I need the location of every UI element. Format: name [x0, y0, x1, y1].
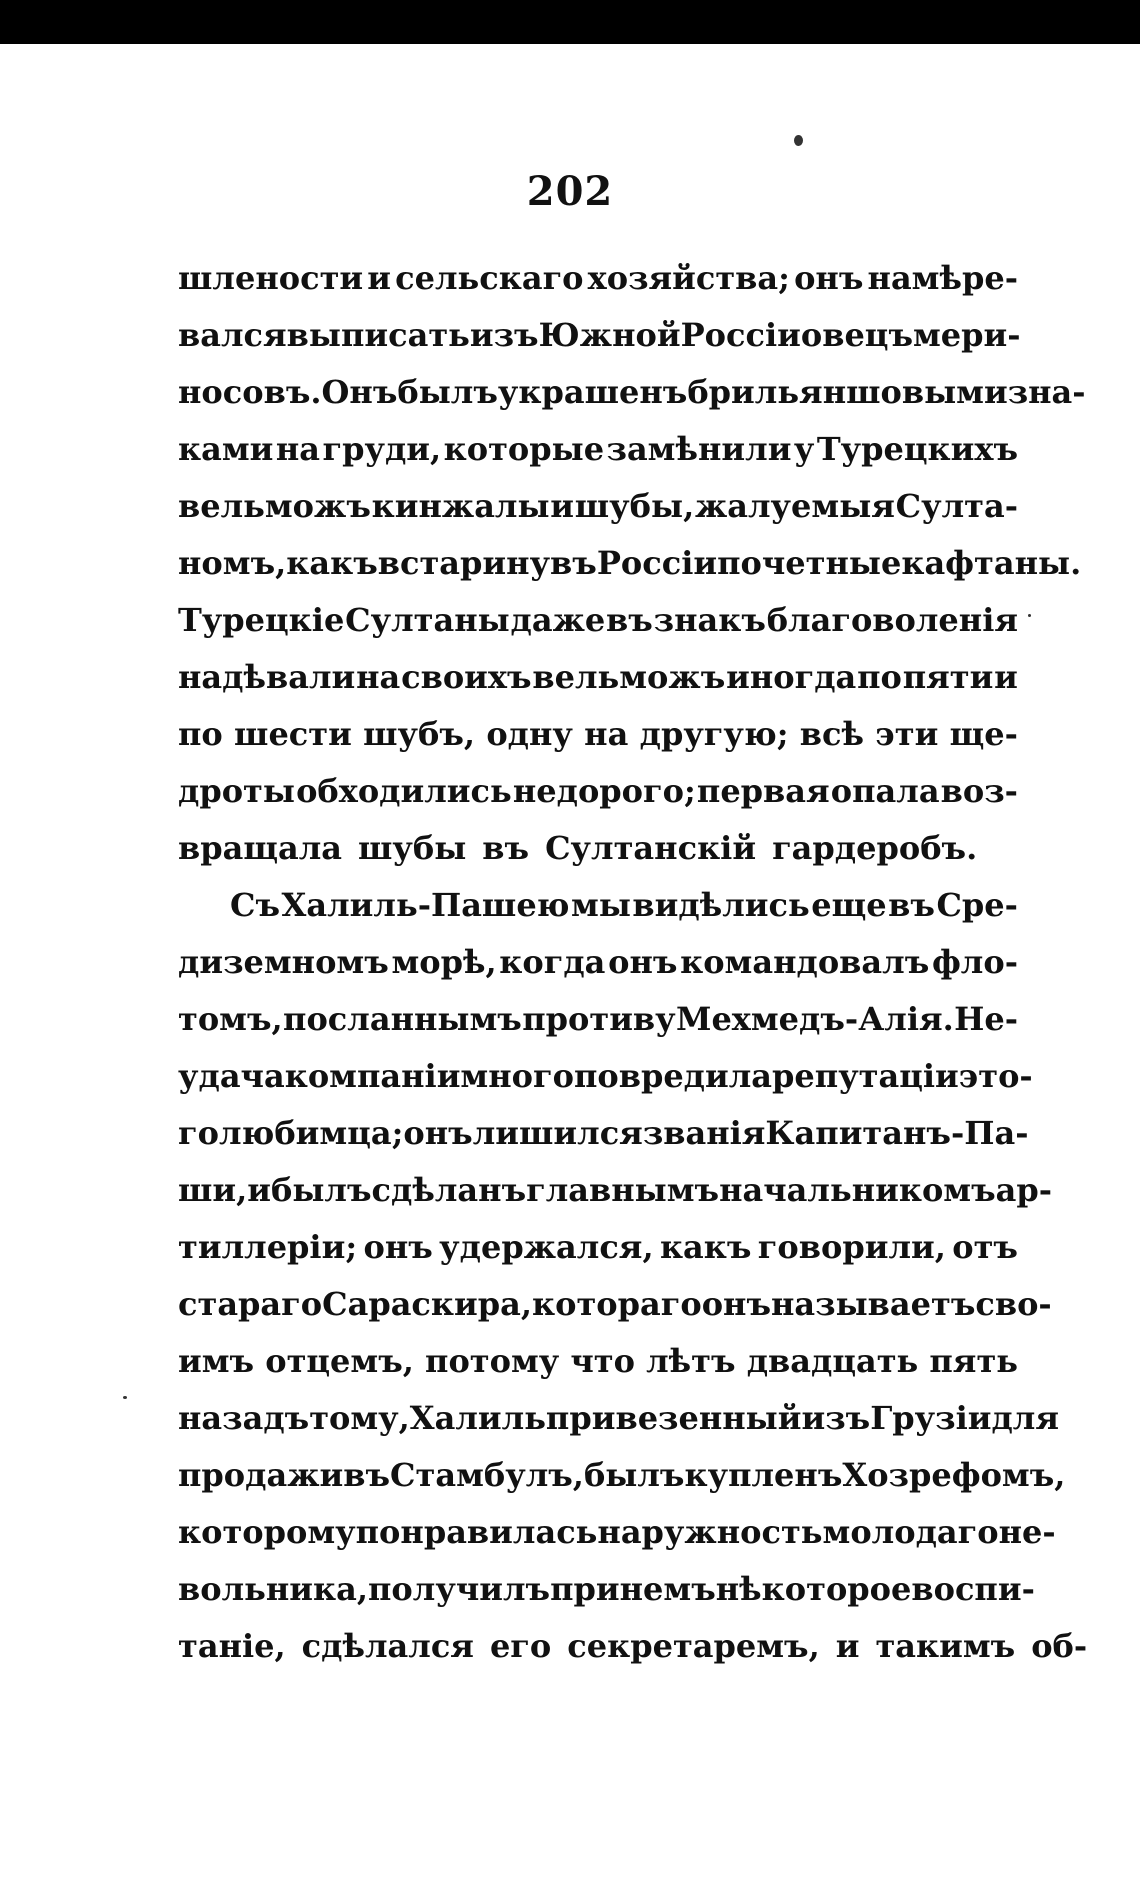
word: дроты	[178, 772, 295, 810]
word: по	[178, 715, 223, 753]
text-line	[178, 706, 1018, 763]
word: былъ	[583, 1456, 685, 1494]
word: Россіи	[596, 544, 718, 582]
word: мери-	[912, 316, 1021, 354]
word: жалуемыя	[694, 487, 895, 525]
word: еще	[811, 886, 887, 924]
text-line	[178, 1219, 1018, 1276]
word: имъ	[178, 1342, 255, 1380]
word: изъ	[469, 316, 539, 354]
word: много	[460, 1057, 574, 1095]
word: диземномъ	[178, 943, 389, 981]
word: намѣре-	[867, 259, 1018, 297]
word: кинжалы	[371, 487, 550, 525]
word: молодаго	[822, 1513, 999, 1551]
word: Онъ	[321, 373, 398, 411]
text-line	[178, 877, 1018, 934]
word: мы	[571, 886, 631, 924]
text-line	[178, 1618, 1088, 1675]
word: въ	[606, 601, 653, 639]
page-text-block	[178, 250, 1088, 1675]
word: онъ	[701, 1285, 771, 1323]
text-line	[178, 307, 1021, 364]
word: видѣлись	[632, 886, 810, 924]
word: вельможъ	[532, 658, 726, 696]
word: шести	[234, 715, 352, 753]
word: при	[550, 1570, 620, 1608]
word: компаніи	[284, 1057, 461, 1095]
word: Султанскій	[545, 829, 757, 867]
text-line	[178, 991, 1018, 1048]
word: удержался,	[439, 1228, 654, 1266]
word: когда	[499, 943, 606, 981]
word: всѣ	[799, 715, 865, 753]
word: надѣвали	[178, 658, 356, 696]
word: Капитанъ-Па-	[765, 1114, 1029, 1152]
word: брильяншовыми	[687, 373, 1008, 411]
word: что	[570, 1342, 635, 1380]
word: въ	[888, 886, 935, 924]
word: номъ,	[178, 544, 287, 582]
text-line	[178, 1162, 1053, 1219]
word: пять	[929, 1342, 1018, 1380]
word: первая	[696, 772, 830, 810]
word: званія	[642, 1114, 766, 1152]
text-line	[178, 1447, 1066, 1504]
word: которому	[178, 1513, 356, 1551]
word: шубы	[358, 829, 467, 867]
word: иногда	[726, 658, 857, 696]
word: Съ	[230, 886, 281, 924]
word: тому,	[309, 1399, 410, 1437]
text-line	[178, 364, 1086, 421]
word: Мехмедъ-Алія.	[676, 1000, 954, 1038]
word: отъ	[952, 1228, 1018, 1266]
word: по	[857, 658, 902, 696]
word: Халиль	[409, 1399, 546, 1437]
text-line	[178, 1504, 1056, 1561]
word: одну	[486, 715, 573, 753]
word: такимъ	[875, 1627, 1016, 1665]
word: понравилась	[355, 1513, 598, 1551]
word: Султаны	[345, 601, 510, 639]
word: главнымъ	[526, 1171, 720, 1209]
text-line	[178, 535, 1082, 592]
word: Южной	[538, 316, 681, 354]
text-line	[178, 1276, 1052, 1333]
word: знакъ	[653, 601, 766, 639]
word: нѣкоторое	[715, 1570, 912, 1608]
word: и	[994, 658, 1018, 696]
word: лѣтъ	[646, 1342, 736, 1380]
page-top-edge	[0, 0, 1140, 44]
page-number: 202	[526, 168, 614, 215]
word: какъ	[659, 1228, 752, 1266]
word: зна-	[1007, 373, 1086, 411]
word: Сре-	[936, 886, 1018, 924]
text-line	[178, 1333, 1018, 1390]
word: ще-	[949, 715, 1018, 753]
word: для	[991, 1399, 1059, 1437]
word: въ	[550, 544, 597, 582]
word: привезенный	[545, 1399, 802, 1437]
word: го	[178, 1114, 219, 1152]
text-line	[178, 1390, 1059, 1447]
word: сельскаго	[395, 259, 584, 297]
word: томъ,	[178, 1000, 283, 1038]
text-line	[178, 421, 1018, 478]
word: вался	[178, 316, 287, 354]
word: ками	[178, 430, 274, 468]
word: ар-	[995, 1171, 1053, 1209]
word: говорили,	[757, 1228, 946, 1266]
word: въ	[343, 1456, 391, 1494]
word: кафтаны.	[901, 544, 1082, 582]
word: своихъ	[401, 658, 532, 696]
word: Халиль-Пашею	[281, 886, 570, 924]
word: тиллеріи;	[178, 1228, 358, 1266]
word: Хозрефомъ,	[842, 1456, 1066, 1494]
word: воспи-	[911, 1570, 1035, 1608]
word: сдѣланъ	[371, 1171, 527, 1209]
word: повредила	[573, 1057, 773, 1095]
word: шубъ,	[363, 715, 476, 753]
word: секретаремъ,	[567, 1627, 820, 1665]
word: Турецкіе	[178, 601, 345, 639]
word: отцемъ,	[265, 1342, 414, 1380]
word: недорого;	[512, 772, 696, 810]
word: двадцать	[746, 1342, 919, 1380]
word: таніе,	[178, 1627, 286, 1665]
word: немъ	[619, 1570, 716, 1608]
word: потому	[425, 1342, 560, 1380]
word: онъ	[363, 1228, 433, 1266]
word: Не-	[954, 1000, 1018, 1038]
word: Грузіи	[870, 1399, 992, 1437]
word: Султа-	[895, 487, 1018, 525]
word: командовалъ	[680, 943, 930, 981]
word: любимца;	[218, 1114, 404, 1152]
text-line	[178, 1048, 1033, 1105]
word: стараго	[178, 1285, 323, 1323]
word: шлености	[178, 259, 364, 297]
word: Турецкихъ	[816, 430, 1018, 468]
word: ши,	[178, 1171, 248, 1209]
word: посланнымъ	[283, 1000, 522, 1038]
word: на	[275, 430, 320, 468]
word: выписать	[286, 316, 470, 354]
word: опала	[830, 772, 940, 810]
word: на	[584, 715, 629, 753]
word: и	[835, 1627, 860, 1665]
word: онъ	[403, 1114, 473, 1152]
word: купленъ	[684, 1456, 843, 1494]
word: Сараскира,	[322, 1285, 532, 1323]
word: какъ	[286, 544, 378, 582]
text-line	[178, 649, 1018, 706]
word: даже	[510, 601, 606, 639]
word: морѣ,	[391, 943, 497, 981]
word: на	[356, 658, 401, 696]
word: Стамбулъ,	[390, 1456, 584, 1494]
word: сво-	[975, 1285, 1052, 1323]
text-line	[178, 934, 1018, 991]
word: былъ	[397, 373, 498, 411]
text-line	[178, 592, 1018, 649]
text-line	[178, 478, 1018, 535]
word: и	[367, 259, 391, 297]
word: вельможъ	[178, 487, 371, 525]
word: почетные	[717, 544, 902, 582]
word: эти	[875, 715, 939, 753]
word: гардеробъ.	[772, 829, 978, 867]
word: репутаціи	[772, 1057, 959, 1095]
text-line	[178, 1105, 1029, 1162]
word: фло-	[931, 943, 1018, 981]
word: овецъ	[800, 316, 913, 354]
word: украшенъ	[497, 373, 688, 411]
word: которые	[443, 430, 605, 468]
word: и	[247, 1171, 271, 1209]
word: это-	[958, 1057, 1033, 1095]
word: сдѣлался	[301, 1627, 474, 1665]
word: получилъ	[368, 1570, 551, 1608]
word: начальникомъ	[719, 1171, 996, 1209]
word: воз-	[940, 772, 1018, 810]
word: назадъ	[178, 1399, 310, 1437]
word: вольника,	[178, 1570, 368, 1608]
word: лишился	[472, 1114, 643, 1152]
word: его	[489, 1627, 552, 1665]
scan-speck	[1028, 614, 1031, 617]
word: котораго	[532, 1285, 702, 1323]
word: противу	[522, 1000, 676, 1038]
text-line	[178, 820, 1018, 877]
word: пяти	[902, 658, 994, 696]
scan-speck	[123, 1396, 127, 1399]
word: онъ	[608, 943, 678, 981]
word: носовъ.	[178, 373, 322, 411]
word: об-	[1031, 1627, 1088, 1665]
word: и	[550, 487, 575, 525]
word: замѣнили	[606, 430, 792, 468]
text-line	[178, 250, 1018, 307]
word: былъ	[271, 1171, 372, 1209]
word: шубы,	[574, 487, 695, 525]
word: другую;	[639, 715, 789, 753]
word: обходились	[296, 772, 512, 810]
word: удача	[178, 1057, 285, 1095]
word: изъ	[801, 1399, 871, 1437]
word: груди,	[322, 430, 442, 468]
scan-speck	[794, 135, 803, 146]
word: онъ	[794, 259, 864, 297]
text-line	[178, 763, 1018, 820]
word: не-	[998, 1513, 1056, 1551]
word: называетъ	[771, 1285, 976, 1323]
word: продажи	[178, 1456, 344, 1494]
text-line	[178, 1561, 1035, 1618]
word: встарину	[377, 544, 551, 582]
word: въ	[482, 829, 530, 867]
word: Россіи	[680, 316, 801, 354]
word: хозяйства;	[587, 259, 790, 297]
word: у	[793, 430, 815, 468]
word: наружность	[597, 1513, 823, 1551]
word: вращала	[178, 829, 342, 867]
word: благоволенія	[766, 601, 1018, 639]
